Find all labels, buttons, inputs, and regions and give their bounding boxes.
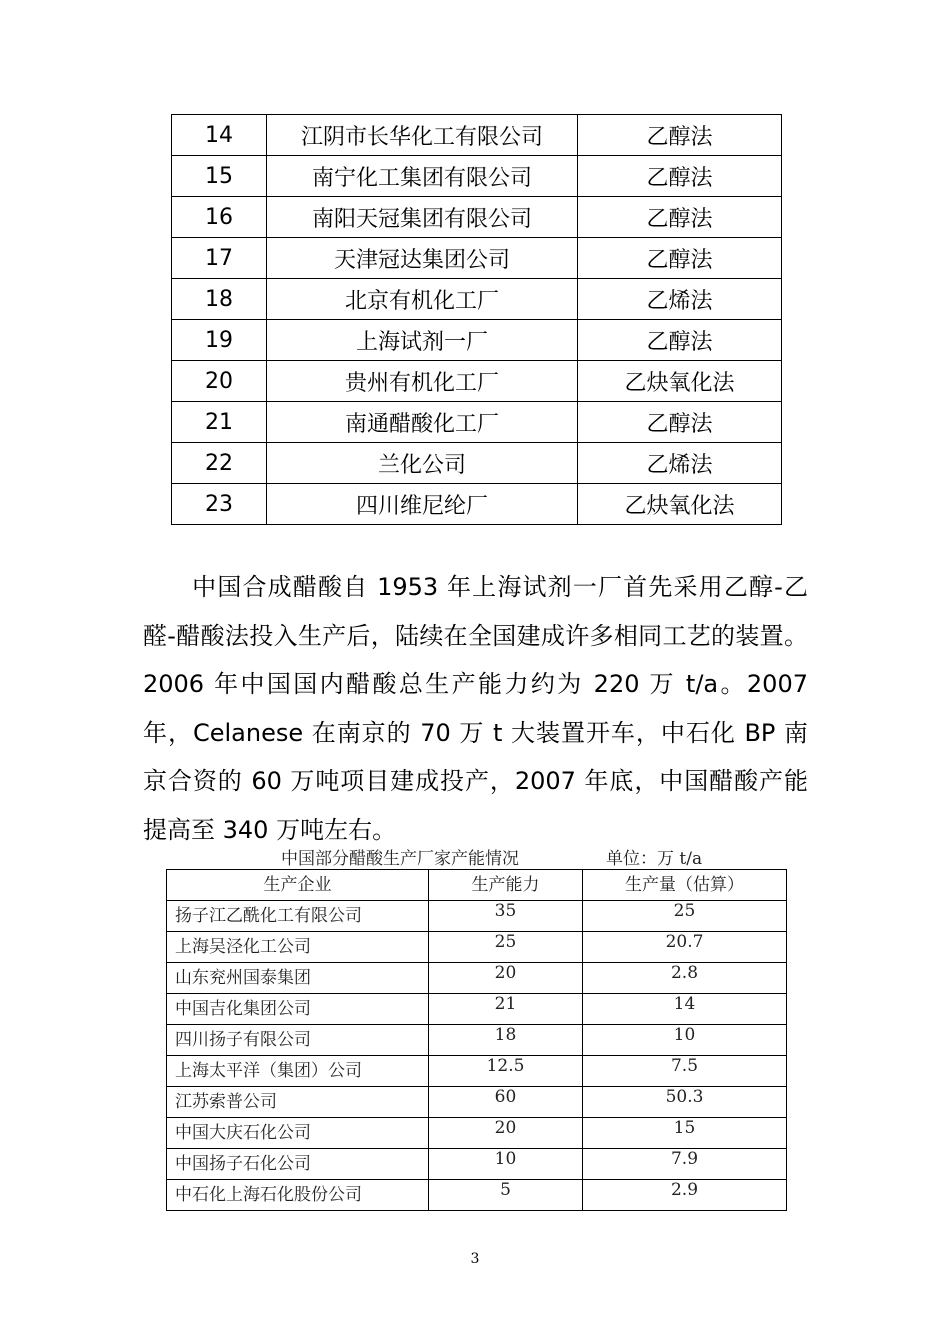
method-cell: 乙醇法 [578, 197, 782, 238]
company-cell: 山东兖州国泰集团 [167, 963, 429, 994]
row-number-cell: 23 [172, 484, 267, 525]
method-cell: 乙醇法 [578, 115, 782, 156]
capacity-cell: 5 [429, 1180, 583, 1211]
page-number: 3 [470, 1251, 480, 1267]
table-row [172, 443, 782, 484]
company-cell: 江阴市长华化工有限公司 [267, 115, 578, 156]
method-cell: 乙醇法 [578, 402, 782, 443]
capacity-cell: 25 [429, 932, 583, 963]
table-row [167, 901, 787, 932]
capacity-cell: 21 [429, 994, 583, 1025]
row-number-cell: 15 [172, 156, 267, 197]
output-cell: 25 [583, 901, 787, 932]
table-row [167, 932, 787, 963]
table-row [167, 963, 787, 994]
capacity-cell: 12.5 [429, 1056, 583, 1087]
table-row [172, 238, 782, 279]
table-row [167, 994, 787, 1025]
output-cell: 14 [583, 994, 787, 1025]
table-row [172, 279, 782, 320]
caption-title: 中国部分醋酸生产厂家产能情况 [281, 849, 519, 869]
row-number-cell: 17 [172, 238, 267, 279]
header-output: 生产量（估算） [583, 870, 787, 901]
company-cell: 贵州有机化工厂 [267, 361, 578, 402]
process-method-table-body [172, 115, 782, 525]
table-row [167, 1149, 787, 1180]
paragraph-text: 中国合成醋酸自 1953 年上海试剂一厂首先采用乙醇-乙醛-醋酸法投入生产后，陆续在全国建成许多相同工艺的装置。2006 年中国国内醋酸总生产能力约为 220 万 t/a。2007 年，Celanese 在南京的 70 万 t 大装置开车，中石化 BP 南京合资的 60 万吨项目建成投产，2007 年底，中国醋酸产能提高至 340 万吨左右。 [143, 573, 808, 844]
capacity-cell: 20 [429, 963, 583, 994]
table-row [172, 156, 782, 197]
row-number-cell: 20 [172, 361, 267, 402]
table-row [172, 320, 782, 361]
table-row [167, 1056, 787, 1087]
table-row [172, 197, 782, 238]
table-row [172, 115, 782, 156]
company-cell: 中国吉化集团公司 [167, 994, 429, 1025]
row-number-cell: 21 [172, 402, 267, 443]
table-caption [0, 844, 950, 869]
capacity-cell: 10 [429, 1149, 583, 1180]
company-cell: 江苏索普公司 [167, 1087, 429, 1118]
output-cell: 50.3 [583, 1087, 787, 1118]
company-cell: 扬子江乙酰化工有限公司 [167, 901, 429, 932]
capacity-table-header-row [167, 870, 787, 901]
body-paragraph [143, 563, 808, 854]
output-cell: 2.9 [583, 1180, 787, 1211]
output-cell: 20.7 [583, 932, 787, 963]
header-capacity: 生产能力 [429, 870, 583, 901]
output-cell: 2.8 [583, 963, 787, 994]
capacity-table-body [167, 901, 787, 1211]
table-row [167, 1087, 787, 1118]
company-cell: 北京有机化工厂 [267, 279, 578, 320]
company-cell: 中石化上海石化股份公司 [167, 1180, 429, 1211]
company-cell: 南阳天冠集团有限公司 [267, 197, 578, 238]
method-cell: 乙烯法 [578, 443, 782, 484]
table-row [172, 484, 782, 525]
output-cell: 10 [583, 1025, 787, 1056]
capacity-cell: 18 [429, 1025, 583, 1056]
row-number-cell: 22 [172, 443, 267, 484]
output-cell: 15 [583, 1118, 787, 1149]
header-company: 生产企业 [167, 870, 429, 901]
capacity-cell: 35 [429, 901, 583, 932]
process-method-table [171, 114, 782, 525]
table-row [167, 1118, 787, 1149]
company-cell: 中国大庆石化公司 [167, 1118, 429, 1149]
company-cell: 上海吴泾化工公司 [167, 932, 429, 963]
company-cell: 兰化公司 [267, 443, 578, 484]
company-cell: 南通醋酸化工厂 [267, 402, 578, 443]
table-row [172, 361, 782, 402]
method-cell: 乙醇法 [578, 156, 782, 197]
caption-unit: 单位：万 t/a [606, 849, 703, 869]
output-cell: 7.9 [583, 1149, 787, 1180]
table-row [167, 1180, 787, 1211]
capacity-table [166, 869, 787, 1211]
row-number-cell: 18 [172, 279, 267, 320]
method-cell: 乙炔氧化法 [578, 484, 782, 525]
capacity-cell: 20 [429, 1118, 583, 1149]
method-cell: 乙炔氧化法 [578, 361, 782, 402]
row-number-cell: 14 [172, 115, 267, 156]
company-cell: 中国扬子石化公司 [167, 1149, 429, 1180]
company-cell: 南宁化工集团有限公司 [267, 156, 578, 197]
table-row [172, 402, 782, 443]
method-cell: 乙醇法 [578, 320, 782, 361]
capacity-cell: 60 [429, 1087, 583, 1118]
company-cell: 上海试剂一厂 [267, 320, 578, 361]
row-number-cell: 19 [172, 320, 267, 361]
company-cell: 天津冠达集团公司 [267, 238, 578, 279]
company-cell: 四川维尼纶厂 [267, 484, 578, 525]
method-cell: 乙醇法 [578, 238, 782, 279]
row-number-cell: 16 [172, 197, 267, 238]
company-cell: 四川扬子有限公司 [167, 1025, 429, 1056]
company-cell: 上海太平洋（集团）公司 [167, 1056, 429, 1087]
output-cell: 7.5 [583, 1056, 787, 1087]
method-cell: 乙烯法 [578, 279, 782, 320]
table-row [167, 1025, 787, 1056]
